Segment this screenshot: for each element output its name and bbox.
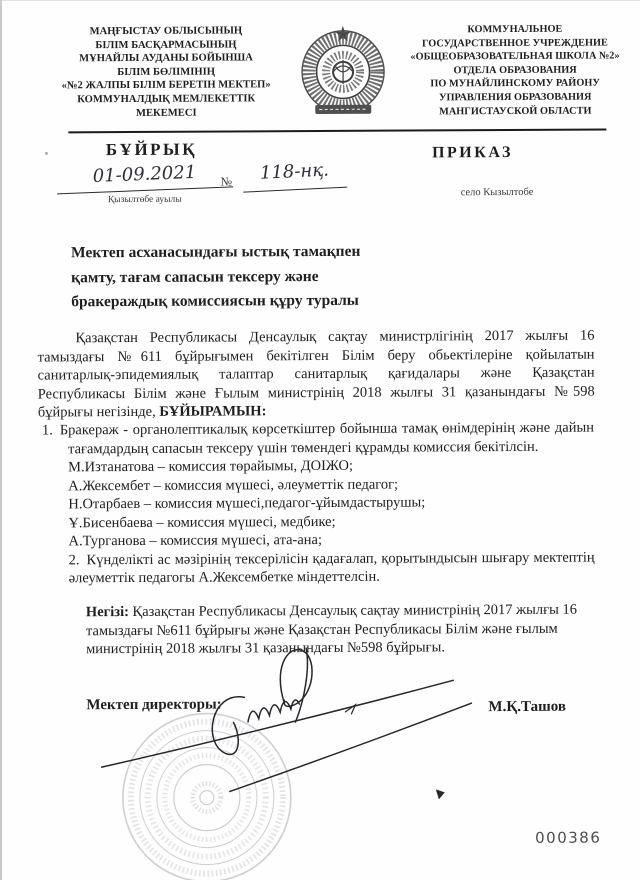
commission-member: Ұ.Бисенбаева – комиссия мүшесі, медбике; [68, 513, 336, 531]
signatory-name: М.Қ.Ташов [488, 698, 567, 716]
scan-speck [45, 152, 48, 155]
org-line: БІЛІМ БӨЛІМІНІҢ [117, 66, 215, 78]
commission-member: А.Турганова – комиссия мүшесі, ата-ана; [68, 531, 323, 550]
kazakhstan-state-emblem-icon [296, 22, 391, 118]
document-title [71, 240, 361, 315]
header-divider-line [68, 128, 606, 133]
org-line: ПО МУНАЙЛИНСКОМУ РАЙОНУ [430, 77, 600, 90]
org-line: «ОБЩЕОБРАЗОВАТЕЛЬНАЯ ШКОЛА №2» [410, 50, 620, 63]
preamble-paragraph [37, 327, 594, 422]
title-line: бракераждық комиссиясын құру туралы [71, 291, 359, 311]
resolve-word: БҰЙЫРАМЫН: [159, 403, 267, 420]
org-line: МАҢҒЫСТАУ ОБЛЫСЫНЫҢ [89, 25, 243, 38]
org-line: МҰНАЙЛЫ АУДАНЫ БОЙЫНША [79, 52, 253, 65]
org-name-russian [396, 22, 634, 118]
official-stamp [122, 713, 291, 880]
commission-member: А.Жексембет – комиссия мүшесі, әлеуметтік педагог; [68, 476, 399, 494]
org-line: КОММУНАЛЬНОЕ [467, 23, 563, 36]
title-line: Мектеп асханасындағы ыстық тамақпен [70, 242, 361, 262]
org-line: МАНГИСТАУСКОЙ ОБЛАСТИ [439, 105, 592, 117]
basis-label: Негізі: [85, 604, 129, 621]
org-line: БІЛІМ БАСҚАРМАСЫНЫҢ [95, 39, 237, 51]
org-line: МЕКЕМЕСІ [135, 107, 197, 119]
item-text: Бракераж - органолептикалық көрсеткіштер бойынша тамақ өнімдерінің және дайын тағамдардың сапасын тексеру үшін төмендегі құрамды комиссия бекітілсін. [59, 419, 594, 457]
signature-label: Мектеп директоры: [86, 696, 222, 714]
commission-member: Н.Отарбаев – комиссия мүшесі,педагог-ұйымдастырушы; [68, 494, 426, 513]
order-heading-kazakh: БҰЙРЫҚ [105, 139, 198, 160]
org-line: «№2 ЖАЛПЫ БІЛІМ БЕРЕТІН МЕКТЕП» [61, 79, 271, 92]
item-number: 2. [68, 551, 80, 568]
item-text: Күнделікті ас мәзірінің тексерілісін қадағалап, қорытындысын шығару мектептің әлеуметтік педагогы А.Жексембетке міндеттелсін. [68, 549, 595, 587]
director-signature [101, 647, 472, 792]
commission-member: М.Изтанатова – комиссия төрайымы, ДОІЖО; [68, 457, 354, 476]
order-item-2 [69, 548, 595, 588]
order-heading-russian: ПРИКАЗ [432, 143, 513, 162]
order-items [41, 419, 595, 588]
ink-mark [436, 789, 445, 799]
place-name-russian: село Кызылтобе [460, 186, 534, 199]
order-item-1 [41, 419, 594, 459]
org-line: УПРАВЛЕНИЯ ОБРАЗОВАНИЯ [438, 91, 592, 104]
org-name-kazakh [40, 24, 292, 120]
preamble-text: Қазақстан Республикасы Денсаулық сақтау министрлігінің 2017 жылғы 16 тамыздағы №611 бұйрығымен бекітілген Білім беру обьектілеріне қойылатын санитарлық-эпидемиялық талаптар санитарлық қағидалары және Қазақстан Республикасы Білім және Ғылым министрінің 2018 жылғы 31 қазанындағы №598 бұйрығы негізінде, [37, 327, 595, 421]
number-sign: № [220, 174, 233, 189]
org-line: ОТДЕЛА ОБРАЗОВАНИЯ [453, 64, 577, 77]
order-number-handwritten: 118-нқ. [242, 159, 347, 193]
basis-text: Қазақстан Республикасы Денсаулық сақтау министрінің 2017 жылғы 16 тамыздағы №611 бұйрығы және Қазақстан Республикасы Білім және ғылым министрінің 2018 жылғы 31 қазанындағы №598 бұйрығы. [85, 601, 577, 658]
form-number: 000386 [535, 828, 602, 847]
org-line: ГОСУДАРСТВЕННОЕ УЧРЕЖДЕНИЕ [421, 37, 608, 50]
item-number: 1. [41, 422, 53, 439]
title-line: қамту, тағам сапасын тексеру және [71, 267, 319, 286]
org-line: КОММУНАЛДЫҚ МЕМЛЕКЕТТІК [77, 93, 256, 106]
place-name-kazakh: Қызылтөбе ауылы [107, 194, 182, 206]
basis-paragraph [86, 601, 586, 659]
order-date-handwritten: 01-09.2021 [56, 160, 233, 194]
